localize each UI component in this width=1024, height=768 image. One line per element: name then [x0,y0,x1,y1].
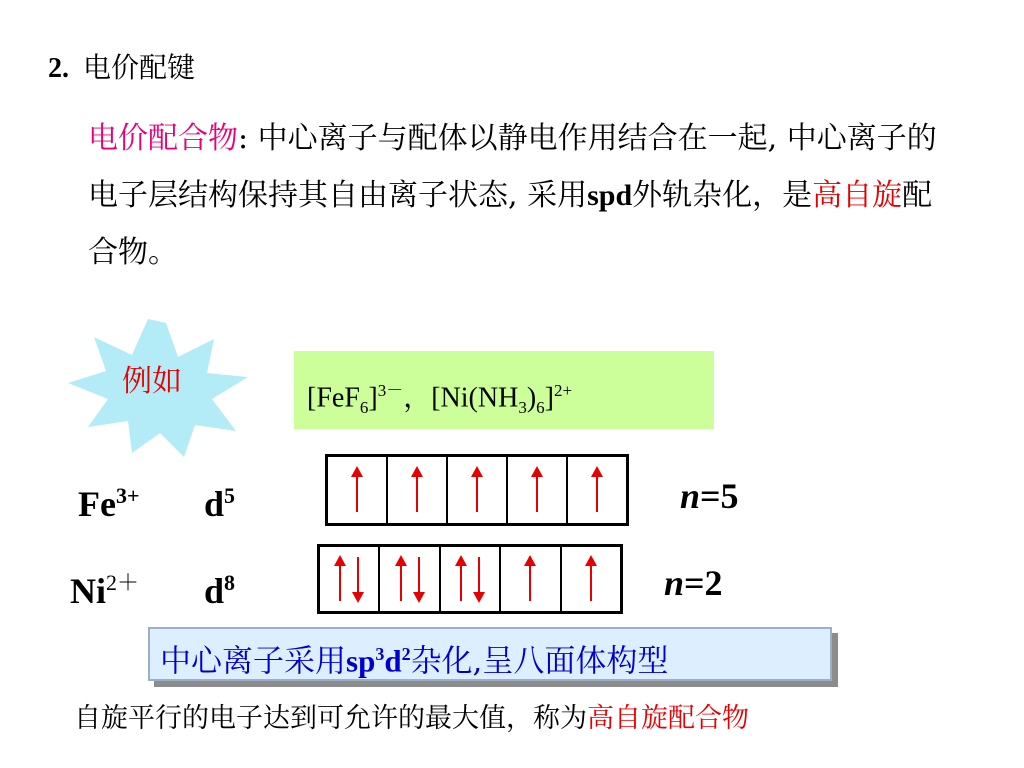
fe-orbital-5 [566,457,626,523]
spin-down-arrow-icon [413,555,425,603]
section-heading [48,50,195,87]
ni-n-label: n [664,563,685,603]
fe-d-orbital-diagram [325,454,629,526]
definition-text-1: 中心离子与配体以静电作用结合在一起, 中心离子的电子层结构保持其自由离子状态, 采用 [88,121,937,213]
definition-high-spin: 高自旋 [812,178,903,213]
fe-n-label: n [680,476,701,516]
spin-up-arrow-icon [351,466,363,514]
ni-orbital-1 [320,547,378,611]
fe-orbital-4 [506,457,566,523]
ni-ion-symbol: Ni [70,571,106,611]
formula-ni-charge: 2+ [553,381,573,400]
section-title: 电价配键 [83,51,196,84]
ni-config [204,561,235,613]
definition-text-3: 配合物。 [88,178,933,270]
spin-up-arrow-icon [591,466,603,514]
fe-config-count: 5 [224,483,236,508]
fe-unpaired-count [680,474,739,518]
ni-config-count: 8 [224,570,236,595]
fe-ion-charge: 3+ [115,483,140,508]
conclusion-sup-2: 2 [401,644,411,664]
ni-d-orbital-diagram [317,544,623,614]
conclusion-text-2: 杂化, [410,643,483,680]
definition-term: 电价配合物 [88,121,238,156]
formula-nh-close: ) [526,382,537,414]
ni-orbital-3 [439,547,499,611]
definition-spd: spd [587,179,633,212]
conclusion-text-1: 中心离子采用 [160,643,346,680]
section-number: 2. [48,53,69,84]
spin-down-arrow-icon [473,555,485,603]
formula-nh-sub: 3 [518,397,527,417]
ni-n-value: =2 [684,563,723,603]
spin-up-arrow-icon [471,466,483,514]
conclusion-text-3: 呈八面体构型 [482,643,669,680]
ni-orbital-5 [560,547,620,611]
spin-up-arrow-icon [411,466,423,514]
spin-up-arrow-icon [585,555,597,603]
formula-fe-charge: 3－ [377,381,404,400]
spin-up-arrow-icon [524,555,536,603]
fe-orbital-3 [446,457,506,523]
definition-colon: : [238,121,249,156]
spin-up-arrow-icon [334,555,346,603]
ni-ion-label [70,561,139,613]
conclusion-sp: sp [346,643,376,679]
definition-text-2: 外轨杂化，是 [632,178,813,213]
fe-orbital-2 [386,457,446,523]
ni-ion-charge: 2＋ [106,570,140,595]
complex-formulas [307,373,572,426]
formula-fe-close: ] [368,382,378,414]
conclusion-sup-1: 3 [375,644,385,664]
conclusion-d: d [384,643,402,679]
ni-unpaired-count [664,561,723,605]
fe-config [204,474,235,526]
footnote-text: 自旋平行的电子达到可允许的最大值，称为 [74,703,587,734]
footnote-highlight: 高自旋配合物 [587,703,749,734]
fe-config-letter: d [204,484,225,524]
ni-orbital-4 [499,547,559,611]
ni-orbital-2 [378,547,438,611]
formula-ni-open: ，[Ni(NH [403,382,519,414]
footnote [74,700,749,738]
spin-up-arrow-icon [531,466,543,514]
spin-up-arrow-icon [395,555,407,603]
example-label: 例如 [122,364,182,399]
fe-orbital-1 [328,457,386,523]
conclusion-text [160,633,668,682]
formula-ni-sub: 6 [536,397,545,417]
fe-ion-symbol: Fe [78,484,116,524]
definition-paragraph [88,110,948,281]
formula-fe-open: [FeF [307,382,360,414]
formula-ni-close: ] [544,382,554,414]
ni-config-letter: d [204,571,225,611]
formula-fe-sub: 6 [359,397,369,417]
fe-n-value: =5 [700,476,739,516]
fe-ion-label [78,474,140,526]
spin-down-arrow-icon [352,555,364,603]
spin-up-arrow-icon [455,555,467,603]
